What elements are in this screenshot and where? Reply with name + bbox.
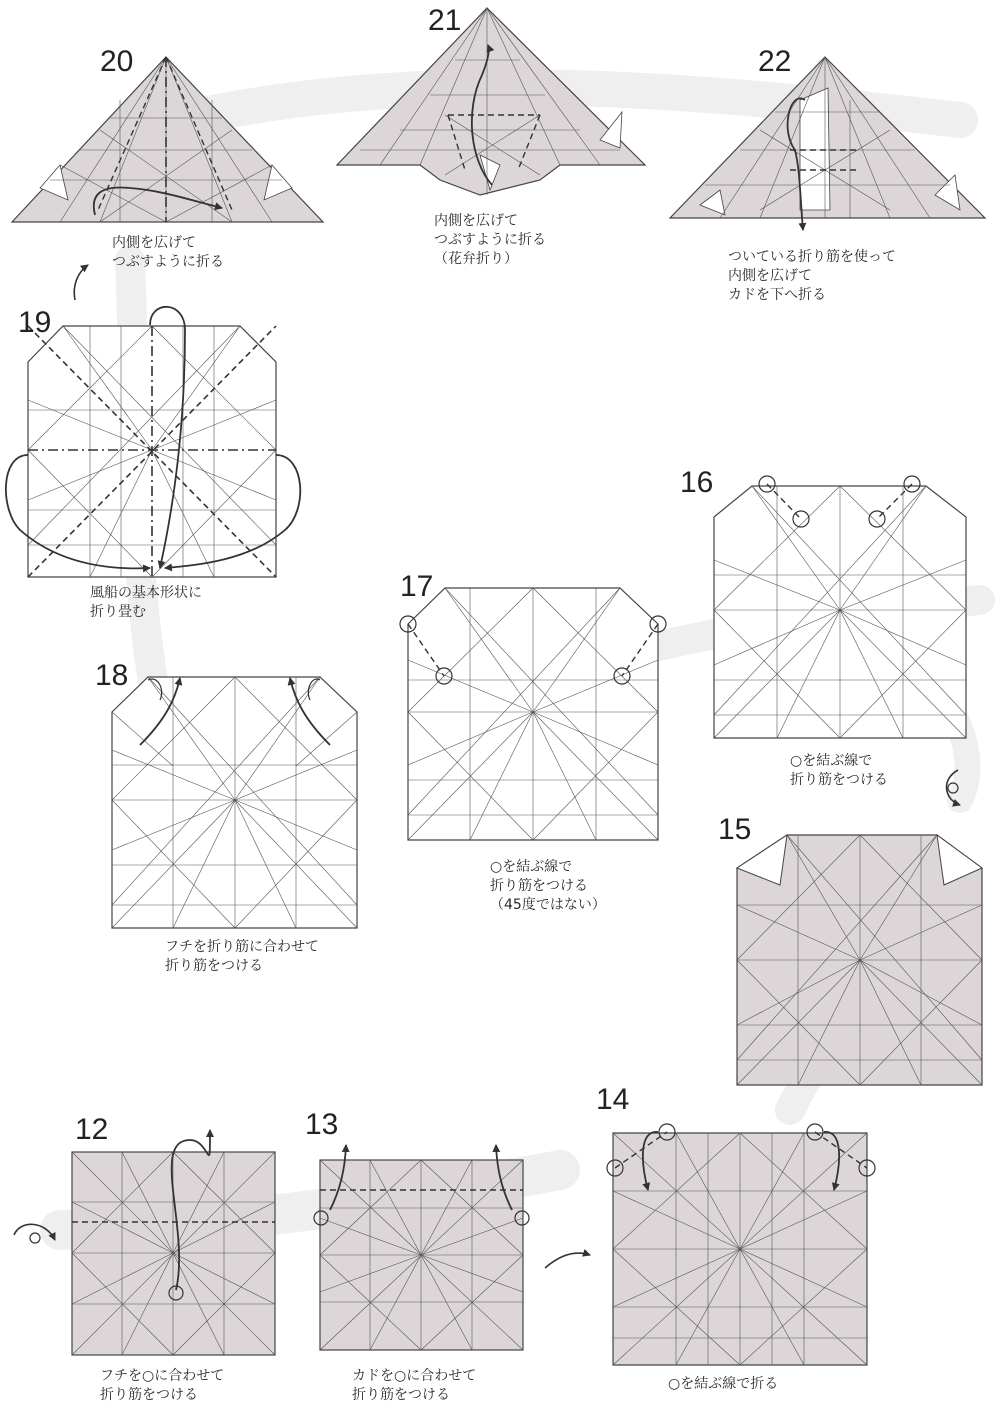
step-number-21: 21 (428, 4, 462, 37)
caption-line: 内側を広げて (112, 235, 196, 251)
caption-line: 風船の基本形状に (90, 585, 202, 601)
step-number-20: 20 (100, 45, 134, 78)
step-number-22: 22 (758, 45, 792, 78)
step-number-17: 17 (400, 570, 434, 603)
step-20-caption (112, 234, 224, 272)
step-15-diagram (737, 770, 982, 1085)
caption-line: ○を結ぶ線で折る (668, 1376, 779, 1392)
step-number-12: 12 (75, 1113, 109, 1146)
caption-line: 折り筋をつける (165, 958, 263, 974)
step-19-caption (90, 584, 202, 622)
step-18-caption (165, 938, 319, 976)
caption-line: ○を結ぶ線で (790, 753, 873, 769)
step-12-caption (100, 1367, 224, 1405)
caption-line: 折り筋をつける (100, 1387, 198, 1403)
caption-line: 折り筋をつける (490, 878, 588, 894)
caption-line: 折り畳む (90, 604, 146, 620)
step-14-diagram (607, 1124, 875, 1365)
step-16-caption (790, 752, 888, 790)
step-21-caption (434, 212, 546, 269)
caption-line: つぶすように折る (434, 232, 546, 248)
step-13-caption (352, 1367, 476, 1405)
caption-line: ついている折り筋を使って (728, 249, 896, 265)
caption-line: つぶすように折る (112, 254, 224, 270)
caption-line: カドを○に合わせて (352, 1368, 477, 1384)
caption-line: フチを○に合わせて (100, 1368, 225, 1384)
step-number-15: 15 (718, 813, 752, 846)
step-22-caption (728, 248, 896, 305)
caption-line: カドを下へ折る (728, 287, 826, 303)
caption-line: （45度ではない） (490, 897, 606, 913)
caption-line: 折り筋をつける (790, 772, 888, 788)
caption-line: フチを折り筋に合わせて (165, 939, 319, 955)
caption-line: ○を結ぶ線で (490, 859, 573, 875)
step-number-18: 18 (95, 659, 129, 692)
caption-line: 内側を広げて (434, 213, 518, 229)
step-number-13: 13 (305, 1108, 339, 1141)
step-20-diagram (12, 57, 323, 222)
caption-line: 内側を広げて (728, 268, 812, 284)
step-16-diagram (714, 476, 966, 738)
caption-line: （花弁折り） (434, 251, 518, 267)
step-17-caption (490, 858, 606, 915)
step-18-diagram (112, 677, 357, 928)
step-17-diagram (400, 588, 666, 840)
caption-line: 折り筋をつける (352, 1387, 450, 1403)
step-14-caption (668, 1375, 778, 1394)
step-number-14: 14 (596, 1083, 630, 1116)
step-number-19: 19 (18, 306, 52, 339)
step-number-16: 16 (680, 466, 714, 499)
